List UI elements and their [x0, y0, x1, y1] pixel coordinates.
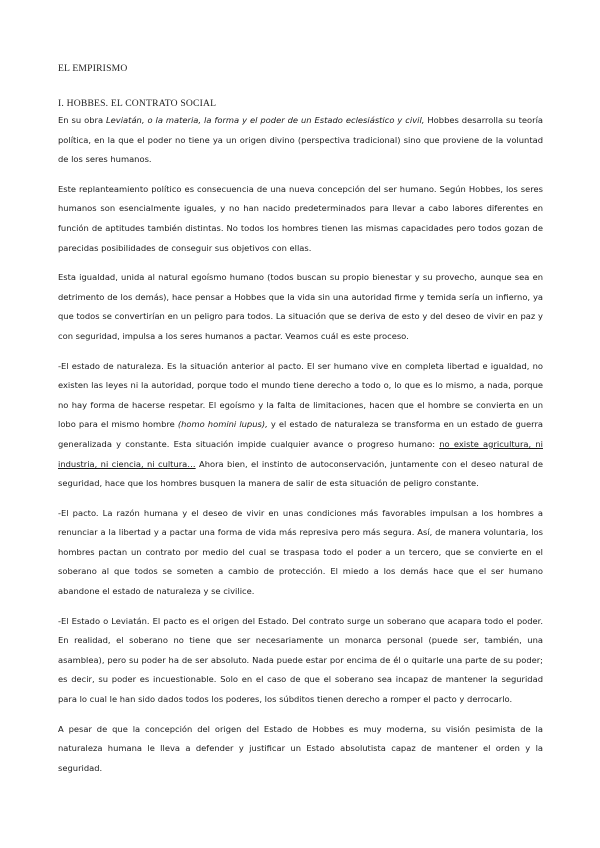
estado-naturaleza-paragraph: [58, 357, 543, 494]
leviatan-lead: -El Estado o Leviatán.: [58, 615, 150, 626]
estado-naturaleza-lead: -El estado de naturaleza.: [58, 360, 164, 371]
leviatan-paragraph: [58, 612, 543, 710]
estado-naturaleza-text-1: Es la situación anterior al pacto. El ser humano vive en completa libertad e igualdad, no existen las leyes ni la autoridad, porque todo el mundo tiene derecho a todo o, lo que es lo mismo, a nada, porque no hay forma de hacerse respetar. El egoísmo y la falta de limitaciones, hacen que el hombre se convierta en un lobo para el mismo hombre: [58, 360, 543, 430]
document-title: EL EMPIRISMO: [58, 63, 128, 74]
igualdad-paragraph: Esta igualdad, unida al natural egoísmo humano (todos buscan su propio bienestar y su provecho, aunque sea en detrimento de los demás), hace pensar a Hobbes que la vida sin una autoridad firme y temida sería un infierno, ya que todos se convertirían en un peligro para todos. La situación que se deriva de esto y del deseo de vivir en paz y con seguridad, impulsa a los seres humanos a pactar. Veamos cuál es este proceso.: [58, 272, 543, 341]
intro-prefix: En su obra: [58, 115, 107, 125]
estado-naturaleza-text-3: Ahora bien, el instinto de autoconservación, juntamente con el deseo natural de seguridad, hace que los hombres busquen la manera de salir de esta situación de peligro constante.: [58, 458, 543, 489]
estado-naturaleza-text-2: y el estado de naturaleza se transforma en un estado de guerra generalizada y constante. Esta situación impide cualquier avance o progreso humano:: [58, 419, 543, 449]
document-page: [58, 62, 543, 788]
leviatan-text: El pacto es el origen del Estado. Del contrato surge un soberano que acapara todo el poder. En realidad, el soberano no tiene que ser necesariamente un monarca personal (puede ser, también, una asamblea), pero su poder ha de ser absoluto. Nada puede estar por encima de él o quitarle una parte de su poder; es decir, su poder es incuestionable. Solo en el caso de que el soberano sea incapaz de mantener la seguridad para lo cual le han sido dados todos los poderes, los súbditos tienen derecho a romper el pacto y derrocarlo.: [58, 615, 543, 705]
pacto-lead: -El pacto.: [58, 507, 99, 518]
replanteamiento-paragraph: Este replanteamiento político es consecuencia de una nueva concepción del ser humano. Según Hobbes, los seres humanos son esencialmente iguales, y no han nacido predeterminados para llevar a cabo labores diferentes en función de aptitudes también distintas. No todos los hombres tienen las mismas capacidades pero todos gozan de parecidas posibilidades de conseguir sus objetivos con ellas.: [58, 183, 543, 253]
pacto-paragraph: [58, 504, 543, 602]
conclusion-paragraph: A pesar de que la concepción del origen del Estado de Hobbes es muy moderna, su visión pesimista de la naturaleza humana le lleva a defender y justificar un Estado absolutista capaz de mantener el orden y la seguridad.: [58, 723, 543, 773]
intro-paragraph: [58, 111, 543, 170]
book-title: Leviatán, o la materia, la forma y el poder de un Estado eclesiástico y civil,: [106, 115, 425, 125]
section-title: I. HOBBES. EL CONTRATO SOCIAL: [58, 98, 217, 109]
intro-rest: Hobbes desarrolla su teoría política, en la que el poder no tiene ya un origen divino (perspectiva tradicional) sino que proviene de la voluntad de los seres humanos.: [58, 115, 543, 165]
pacto-text: La razón humana y el deseo de vivir en unas condiciones más favorables impulsan a los hombres a renunciar a la libertad y a pactar una forma de vida más represiva pero más segura. Así, de manera voluntaria, los hombres pactan un contrato por medio del cual se traspasa todo el poder a un tercero, que se convierte en el soberano al que todos se someten a cambio de protección. El miedo a los demás hace que el ser humano abandone el estado de naturaleza y se civilice.: [58, 507, 543, 597]
homo-homini-lupus: (homo homini lupus),: [177, 419, 268, 430]
underlined-phrase: no existe agricultura, ni industria, ni ciencia, ni cultura…: [58, 438, 543, 469]
